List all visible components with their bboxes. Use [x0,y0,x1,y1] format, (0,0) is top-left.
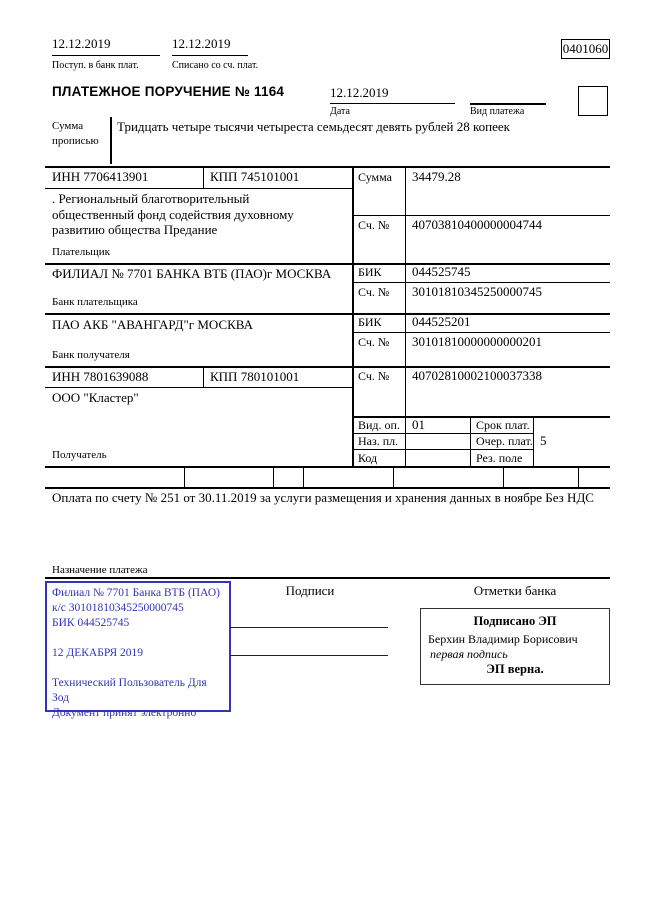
date-debited: 12.12.2019 [172,36,231,51]
esign-box [420,608,610,685]
bank-stamp [45,581,231,719]
payee-label: Получатель [52,449,107,461]
ocher-plat-label: Очер. плат. [476,434,533,448]
stamp-corr-account: к/с 30101810345250000745 [52,602,184,614]
table-line [45,577,610,579]
esign-title: Подписано ЭП [473,614,557,628]
table-line [203,366,204,387]
date-received-block [52,36,160,56]
stamp-date: 12 ДЕКАБРЯ 2019 [52,647,144,659]
esign-sub: первая подпись [430,647,508,661]
table-line [184,466,185,487]
table-line [393,466,394,487]
amount-sum-label: Сумма [358,170,392,184]
payee-inn: ИНН 7801639088 [52,369,149,384]
date-debited-block [172,36,248,56]
payee-bank-account-label: Сч. № [358,335,390,349]
payee-kpp: КПП 780101001 [210,369,300,384]
table-line [470,416,471,466]
rez-pole-label: Рез. поле [476,451,523,465]
srok-plat-label: Срок плат. [476,418,530,432]
table-line [352,282,610,283]
amount-sum-value: 34479.28 [412,169,461,184]
table-line [533,416,534,466]
amount-in-words-label: Сумма прописью [52,120,99,147]
payment-type-line [470,103,546,105]
payee-account-label: Сч. № [358,369,390,383]
table-line [352,166,354,466]
bank-marks-label: Отметки банка [473,583,557,598]
payee-name: ООО "Кластер" [52,390,139,405]
table-line [45,166,610,168]
signature-line [230,627,388,628]
doc-date: 12.12.2019 [330,85,389,100]
signature-line [230,655,388,656]
payer-bank-label: Банк плательщика [52,296,138,308]
payer-bank-account: 30101810345250000745 [412,284,542,299]
amount-in-words: Тридцать четыре тысячи четыреста семьдесят девять рублей 28 копеек [117,119,510,134]
table-line [45,188,352,189]
table-line [352,215,610,216]
purpose-text: Оплата по счету № 251 от 30.11.2019 за услуги размещения и хранения данных в ноябре Без НДС [52,490,594,505]
payer-bank-bik: 044525745 [412,264,471,279]
table-line [503,466,504,487]
stamp-accepted: Документ принят электронно [52,707,197,719]
table-line [405,166,406,466]
date-received-label: Поступ. в банк плат. [52,60,139,71]
stamp-gap [52,661,224,676]
payer-account: 40703810400000004744 [412,217,542,232]
payer-label: Плательщик [52,246,110,258]
payer-bank-bik-label: БИК [358,265,382,279]
ocher-plat-value: 5 [540,433,547,448]
amount-words-divider [110,117,112,164]
vid-op-label: Вид. оп. [358,418,400,432]
table-line [273,466,274,487]
payer-inn: ИНН 7706413901 [52,169,149,184]
stamp-user: Технический Пользователь Для Зод [52,677,207,704]
payee-bank-bik: 044525201 [412,314,471,329]
doc-date-block [330,85,455,104]
payer-kpp: КПП 745101001 [210,169,300,184]
table-line [45,263,610,265]
date-received: 12.12.2019 [52,36,111,51]
stamp-branch: Филиал № 7701 Банка ВТБ (ПАО) [52,587,220,599]
payer-name: . Региональный благотворительный общественный фонд содействия духовному развитию общества Предание [52,191,294,237]
vid-op-value: 01 [412,417,425,432]
table-line [352,449,533,450]
table-line [352,332,610,333]
payee-bank-bik-label: БИК [358,315,382,329]
table-line [45,466,610,468]
table-line [45,313,610,315]
naz-pl-label: Наз. пл. [358,434,399,448]
kod-label: Код [358,451,378,465]
payment-type-label: Вид платежа [470,106,525,117]
stamp-gap [52,631,224,646]
table-line [45,487,610,489]
doc-date-label: Дата [330,106,350,117]
date-debited-label: Списано со сч. плат. [172,60,259,71]
signatures-label: Подписи [285,583,335,598]
payer-bank-account-label: Сч. № [358,285,390,299]
payee-account: 40702810002100037338 [412,368,542,383]
stamp-bik: БИК 044525745 [52,617,130,629]
payer-bank-name: ФИЛИАЛ № 7701 БАНКА ВТБ (ПАО)г МОСКВА [52,266,332,281]
form-code-box: 0401060 [561,39,610,59]
esign-verified: ЭП верна. [486,662,544,676]
document-title: ПЛАТЕЖНОЕ ПОРУЧЕНИЕ № 1164 [52,84,285,99]
table-line [203,166,204,188]
purpose-label: Назначение платежа [52,564,148,576]
table-line [45,387,352,388]
payer-account-label: Сч. № [358,218,390,232]
table-line [578,466,579,487]
payee-bank-account: 30101810000000000201 [412,334,542,349]
payee-bank-name: ПАО АКБ "АВАНГАРД"г МОСКВА [52,317,254,332]
payment-type-box [578,86,608,116]
payee-bank-label: Банк получателя [52,349,130,361]
esign-name: Берхин Владимир Борисович [428,632,578,646]
table-line [303,466,304,487]
